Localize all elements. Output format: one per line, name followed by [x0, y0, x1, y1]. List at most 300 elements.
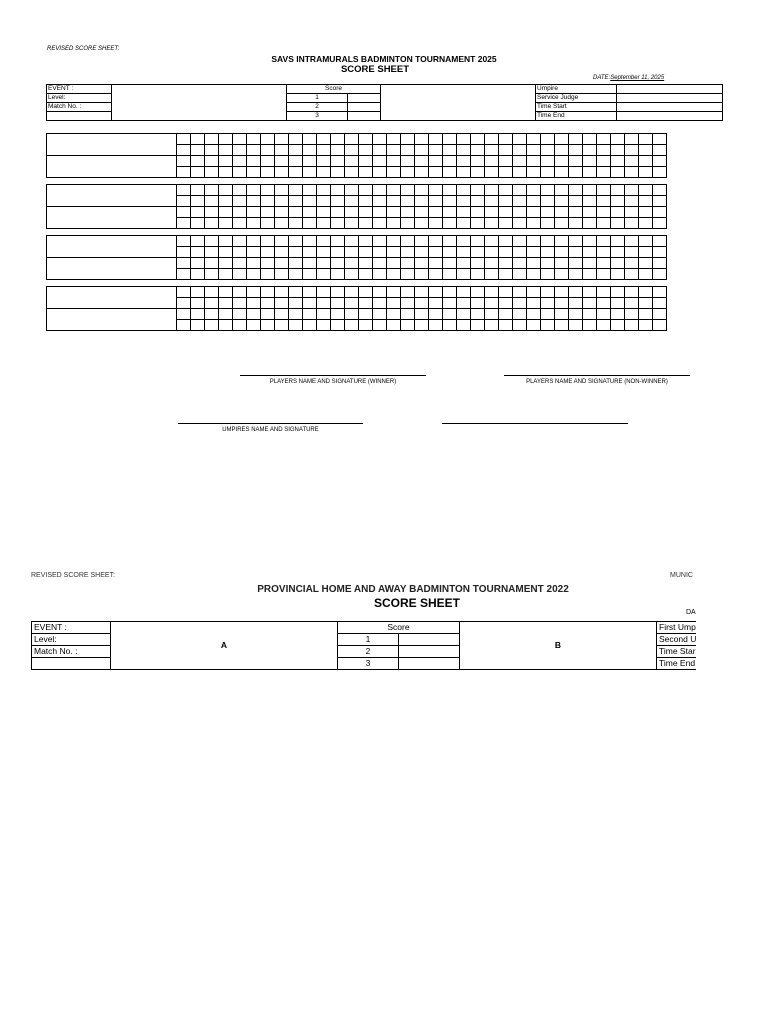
score-cell[interactable] [569, 156, 583, 167]
score-cell[interactable] [527, 167, 541, 178]
score-cell[interactable] [555, 218, 569, 229]
score-cell[interactable] [499, 185, 513, 196]
score-cell[interactable] [569, 185, 583, 196]
score-cell[interactable] [205, 156, 219, 167]
score-cell[interactable] [331, 185, 345, 196]
score-cell[interactable] [387, 258, 401, 269]
score-cell[interactable] [303, 258, 317, 269]
score-cell[interactable] [303, 269, 317, 280]
score-cell[interactable] [583, 236, 597, 247]
score-cell[interactable] [191, 207, 205, 218]
score-cell[interactable] [541, 309, 555, 320]
score-cell[interactable] [625, 247, 639, 258]
score-cell[interactable] [401, 167, 415, 178]
score-cell[interactable] [443, 185, 457, 196]
score-cell[interactable] [443, 298, 457, 309]
score-cell[interactable] [625, 320, 639, 331]
score-cell[interactable] [443, 320, 457, 331]
score-cell[interactable] [177, 258, 191, 269]
score-cell[interactable] [247, 185, 261, 196]
score-cell[interactable] [569, 247, 583, 258]
score-cell[interactable] [471, 236, 485, 247]
score-cell[interactable] [429, 236, 443, 247]
score-cell[interactable] [331, 134, 345, 145]
score-cell[interactable] [387, 145, 401, 156]
score-cell[interactable] [373, 309, 387, 320]
score-cell[interactable] [373, 145, 387, 156]
score-cell[interactable] [289, 145, 303, 156]
score-cell[interactable] [219, 236, 233, 247]
score-cell[interactable] [275, 145, 289, 156]
score-cell[interactable] [345, 134, 359, 145]
score-cell[interactable] [289, 167, 303, 178]
score-cell[interactable] [527, 156, 541, 167]
score-cell[interactable] [541, 196, 555, 207]
score-cell[interactable] [569, 320, 583, 331]
score-cell[interactable] [261, 247, 275, 258]
score-cell[interactable] [653, 196, 667, 207]
score-cell[interactable] [611, 320, 625, 331]
score-cell[interactable] [555, 196, 569, 207]
score-cell[interactable] [471, 145, 485, 156]
score-cell[interactable] [513, 167, 527, 178]
score-cell[interactable] [205, 134, 219, 145]
score-cell[interactable] [359, 196, 373, 207]
score-cell[interactable] [373, 218, 387, 229]
umpire-signature-line[interactable] [178, 423, 363, 424]
score-cell[interactable] [401, 247, 415, 258]
score-cell[interactable] [625, 185, 639, 196]
score-cell[interactable] [513, 298, 527, 309]
score-cell[interactable] [177, 320, 191, 331]
score-cell[interactable] [373, 269, 387, 280]
score-cell[interactable] [373, 320, 387, 331]
score-cell[interactable] [527, 298, 541, 309]
score-cell[interactable] [485, 145, 499, 156]
score-cell[interactable] [373, 167, 387, 178]
score-cell[interactable] [639, 145, 653, 156]
player-name-cell[interactable] [47, 134, 177, 156]
score-cell[interactable] [583, 320, 597, 331]
score-cell[interactable] [569, 167, 583, 178]
score-cell[interactable] [457, 298, 471, 309]
score-cell[interactable] [611, 258, 625, 269]
score-cell[interactable] [177, 145, 191, 156]
score-cell[interactable] [569, 236, 583, 247]
second-signature-line[interactable] [442, 423, 628, 424]
score-cell[interactable] [457, 320, 471, 331]
score-cell[interactable] [569, 207, 583, 218]
score-cell[interactable] [261, 156, 275, 167]
score-cell[interactable] [597, 287, 611, 298]
score-cell[interactable] [583, 298, 597, 309]
score-cell[interactable] [415, 134, 429, 145]
score-cell[interactable] [317, 309, 331, 320]
score-cell[interactable] [219, 258, 233, 269]
score-cell[interactable] [331, 298, 345, 309]
score-cell[interactable] [401, 134, 415, 145]
score-cell[interactable] [653, 185, 667, 196]
score-cell[interactable] [471, 185, 485, 196]
score-cell[interactable] [345, 156, 359, 167]
score-cell[interactable] [457, 247, 471, 258]
score-cell[interactable] [555, 287, 569, 298]
score-cell[interactable] [443, 207, 457, 218]
score-cell[interactable] [331, 269, 345, 280]
score-cell[interactable] [261, 309, 275, 320]
score-cell[interactable] [625, 269, 639, 280]
score-cell[interactable] [317, 218, 331, 229]
score-cell[interactable] [191, 145, 205, 156]
score-cell[interactable] [359, 156, 373, 167]
score-cell[interactable] [625, 167, 639, 178]
score-cell[interactable] [499, 156, 513, 167]
score-cell[interactable] [443, 145, 457, 156]
score-cell[interactable] [345, 309, 359, 320]
score-cell[interactable] [415, 218, 429, 229]
score-cell[interactable] [345, 196, 359, 207]
score-cell[interactable] [219, 287, 233, 298]
score-cell[interactable] [261, 134, 275, 145]
score-cell[interactable] [303, 145, 317, 156]
score-cell[interactable] [275, 309, 289, 320]
score-cell[interactable] [387, 287, 401, 298]
score-cell[interactable] [219, 167, 233, 178]
score-cell[interactable] [317, 156, 331, 167]
score-cell[interactable] [345, 320, 359, 331]
score-cell[interactable] [639, 287, 653, 298]
score-cell[interactable] [401, 287, 415, 298]
score-cell[interactable] [177, 236, 191, 247]
score-cell[interactable] [611, 134, 625, 145]
score-cell[interactable] [415, 287, 429, 298]
score-cell[interactable] [345, 269, 359, 280]
score-cell[interactable] [597, 207, 611, 218]
score-cell[interactable] [191, 156, 205, 167]
score-cell[interactable] [331, 236, 345, 247]
score-cell[interactable] [191, 258, 205, 269]
score-cell[interactable] [415, 185, 429, 196]
score-cell[interactable] [247, 156, 261, 167]
score-cell[interactable] [205, 320, 219, 331]
score-cell[interactable] [639, 236, 653, 247]
score-cell[interactable] [653, 167, 667, 178]
score-cell[interactable] [247, 145, 261, 156]
score-cell[interactable] [303, 247, 317, 258]
score-cell[interactable] [303, 309, 317, 320]
score-cell[interactable] [289, 269, 303, 280]
score-cell[interactable] [541, 218, 555, 229]
score-cell[interactable] [289, 287, 303, 298]
score-cell[interactable] [541, 145, 555, 156]
score-cell[interactable] [471, 269, 485, 280]
score-cell[interactable] [289, 134, 303, 145]
score-cell[interactable] [233, 247, 247, 258]
score-cell[interactable] [625, 156, 639, 167]
score-cell[interactable] [401, 156, 415, 167]
score-cell[interactable] [639, 134, 653, 145]
score-cell[interactable] [247, 320, 261, 331]
score-cell[interactable] [387, 218, 401, 229]
score-cell[interactable] [275, 236, 289, 247]
score-cell[interactable] [485, 298, 499, 309]
score-cell[interactable] [513, 269, 527, 280]
score-cell[interactable] [457, 145, 471, 156]
score-cell[interactable] [317, 258, 331, 269]
score-cell[interactable] [233, 156, 247, 167]
score-cell[interactable] [331, 258, 345, 269]
score-cell[interactable] [191, 309, 205, 320]
score-cell[interactable] [233, 196, 247, 207]
score-cell[interactable] [569, 134, 583, 145]
score-cell[interactable] [583, 309, 597, 320]
score-cell[interactable] [303, 207, 317, 218]
score-cell[interactable] [639, 258, 653, 269]
score-cell[interactable] [443, 309, 457, 320]
score-cell[interactable] [443, 247, 457, 258]
score-cell[interactable] [653, 145, 667, 156]
score-cell[interactable] [247, 236, 261, 247]
score-cell[interactable] [653, 247, 667, 258]
score-cell[interactable] [359, 247, 373, 258]
score-cell[interactable] [205, 196, 219, 207]
score-cell[interactable] [443, 218, 457, 229]
score-cell[interactable] [261, 145, 275, 156]
score-cell[interactable] [373, 258, 387, 269]
score-cell[interactable] [387, 309, 401, 320]
score-cell[interactable] [541, 207, 555, 218]
score-cell[interactable] [205, 269, 219, 280]
score-cell[interactable] [485, 236, 499, 247]
score-cell[interactable] [611, 269, 625, 280]
score-cell[interactable] [401, 145, 415, 156]
score-cell[interactable] [527, 287, 541, 298]
score-cell[interactable] [191, 247, 205, 258]
score-cell[interactable] [303, 134, 317, 145]
score-cell[interactable] [429, 145, 443, 156]
score-cell[interactable] [625, 134, 639, 145]
score-cell[interactable] [247, 134, 261, 145]
score-cell[interactable] [401, 236, 415, 247]
score-cell[interactable] [303, 236, 317, 247]
score-cell[interactable] [177, 298, 191, 309]
score-cell[interactable] [597, 298, 611, 309]
score-cell[interactable] [177, 207, 191, 218]
score-cell[interactable] [611, 287, 625, 298]
score-cell[interactable] [191, 218, 205, 229]
score-cell[interactable] [219, 134, 233, 145]
score-cell[interactable] [219, 145, 233, 156]
score-cell[interactable] [583, 185, 597, 196]
score-cell[interactable] [261, 269, 275, 280]
score-cell[interactable] [457, 236, 471, 247]
score-cell[interactable] [233, 167, 247, 178]
score-cell[interactable] [233, 258, 247, 269]
score-cell[interactable] [387, 167, 401, 178]
score-cell[interactable] [457, 309, 471, 320]
score-cell[interactable] [219, 196, 233, 207]
score-cell[interactable] [233, 320, 247, 331]
score-cell[interactable] [373, 287, 387, 298]
score-cell[interactable] [569, 258, 583, 269]
score-cell[interactable] [317, 207, 331, 218]
score-cell[interactable] [205, 309, 219, 320]
score-cell[interactable] [359, 218, 373, 229]
score-cell[interactable] [289, 247, 303, 258]
score-cell[interactable] [359, 298, 373, 309]
score-cell[interactable] [233, 145, 247, 156]
score-cell[interactable] [443, 258, 457, 269]
score-cell[interactable] [275, 298, 289, 309]
score-cell[interactable] [583, 218, 597, 229]
score-cell[interactable] [583, 134, 597, 145]
score-cell[interactable] [555, 207, 569, 218]
score-cell[interactable] [261, 236, 275, 247]
score-cell[interactable] [191, 298, 205, 309]
score-cell[interactable] [653, 320, 667, 331]
score-cell[interactable] [275, 134, 289, 145]
score-cell[interactable] [569, 196, 583, 207]
score-cell[interactable] [247, 207, 261, 218]
score-cell[interactable] [583, 287, 597, 298]
score-cell[interactable] [331, 196, 345, 207]
score-cell[interactable] [499, 247, 513, 258]
score-cell[interactable] [555, 298, 569, 309]
score-cell[interactable] [261, 167, 275, 178]
score-cell[interactable] [527, 207, 541, 218]
score-field-2-3[interactable] [399, 658, 460, 670]
score-cell[interactable] [275, 156, 289, 167]
score-cell[interactable] [191, 196, 205, 207]
score-cell[interactable] [597, 269, 611, 280]
score-cell[interactable] [597, 320, 611, 331]
score-cell[interactable] [541, 236, 555, 247]
score-cell[interactable] [289, 185, 303, 196]
score-cell[interactable] [597, 185, 611, 196]
score-cell[interactable] [359, 258, 373, 269]
score-cell[interactable] [527, 145, 541, 156]
score-cell[interactable] [205, 247, 219, 258]
score-cell[interactable] [233, 218, 247, 229]
score-cell[interactable] [541, 298, 555, 309]
score-cell[interactable] [387, 236, 401, 247]
score-cell[interactable] [541, 156, 555, 167]
score-cell[interactable] [289, 236, 303, 247]
score-cell[interactable] [345, 167, 359, 178]
score-cell[interactable] [625, 218, 639, 229]
score-cell[interactable] [177, 287, 191, 298]
score-cell[interactable] [457, 134, 471, 145]
score-cell[interactable] [471, 258, 485, 269]
score-cell[interactable] [359, 287, 373, 298]
score-cell[interactable] [317, 236, 331, 247]
score-cell[interactable] [387, 298, 401, 309]
score-cell[interactable] [205, 298, 219, 309]
score-cell[interactable] [429, 309, 443, 320]
score-cell[interactable] [177, 309, 191, 320]
score-cell[interactable] [541, 269, 555, 280]
score-cell[interactable] [597, 309, 611, 320]
score-cell[interactable] [443, 167, 457, 178]
score-cell[interactable] [597, 218, 611, 229]
score-cell[interactable] [597, 196, 611, 207]
score-cell[interactable] [583, 145, 597, 156]
score-cell[interactable] [233, 134, 247, 145]
score-cell[interactable] [219, 156, 233, 167]
score-cell[interactable] [359, 185, 373, 196]
score-cell[interactable] [597, 167, 611, 178]
score-cell[interactable] [611, 247, 625, 258]
score-cell[interactable] [457, 196, 471, 207]
score-cell[interactable] [443, 156, 457, 167]
score-cell[interactable] [373, 156, 387, 167]
score-cell[interactable] [485, 269, 499, 280]
score-cell[interactable] [513, 218, 527, 229]
score-cell[interactable] [373, 247, 387, 258]
score-cell[interactable] [555, 309, 569, 320]
score-cell[interactable] [205, 145, 219, 156]
score-cell[interactable] [653, 287, 667, 298]
player-name-cell[interactable] [47, 236, 177, 258]
score-cell[interactable] [513, 185, 527, 196]
score-cell[interactable] [359, 207, 373, 218]
time-start-field[interactable] [617, 103, 723, 112]
score-cell[interactable] [359, 134, 373, 145]
score-cell[interactable] [275, 185, 289, 196]
score-cell[interactable] [345, 185, 359, 196]
score-cell[interactable] [415, 269, 429, 280]
score-cell[interactable] [317, 167, 331, 178]
player-name-cell[interactable] [47, 185, 177, 207]
score-cell[interactable] [289, 156, 303, 167]
score-cell[interactable] [499, 269, 513, 280]
score-cell[interactable] [247, 196, 261, 207]
score-cell[interactable] [625, 145, 639, 156]
score-cell[interactable] [513, 134, 527, 145]
score-cell[interactable] [653, 134, 667, 145]
score-cell[interactable] [653, 298, 667, 309]
score-cell[interactable] [317, 287, 331, 298]
score-cell[interactable] [345, 145, 359, 156]
score-cell[interactable] [485, 320, 499, 331]
score-cell[interactable] [387, 320, 401, 331]
score-cell[interactable] [303, 167, 317, 178]
score-cell[interactable] [191, 167, 205, 178]
score-cell[interactable] [373, 134, 387, 145]
score-cell[interactable] [513, 247, 527, 258]
score-cell[interactable] [457, 156, 471, 167]
score-cell[interactable] [345, 247, 359, 258]
score-cell[interactable] [177, 167, 191, 178]
score-field-1[interactable] [348, 94, 381, 103]
score-cell[interactable] [289, 196, 303, 207]
score-cell[interactable] [177, 218, 191, 229]
score-cell[interactable] [401, 218, 415, 229]
score-cell[interactable] [625, 207, 639, 218]
score-cell[interactable] [569, 145, 583, 156]
score-field-3[interactable] [348, 112, 381, 121]
score-cell[interactable] [331, 207, 345, 218]
score-cell[interactable] [555, 185, 569, 196]
score-cell[interactable] [415, 207, 429, 218]
winner-signature-line[interactable] [240, 375, 426, 376]
score-field-2-1[interactable] [399, 634, 460, 646]
player-name-cell[interactable] [47, 287, 177, 309]
score-cell[interactable] [289, 258, 303, 269]
score-cell[interactable] [541, 247, 555, 258]
score-cell[interactable] [541, 287, 555, 298]
score-cell[interactable] [387, 156, 401, 167]
